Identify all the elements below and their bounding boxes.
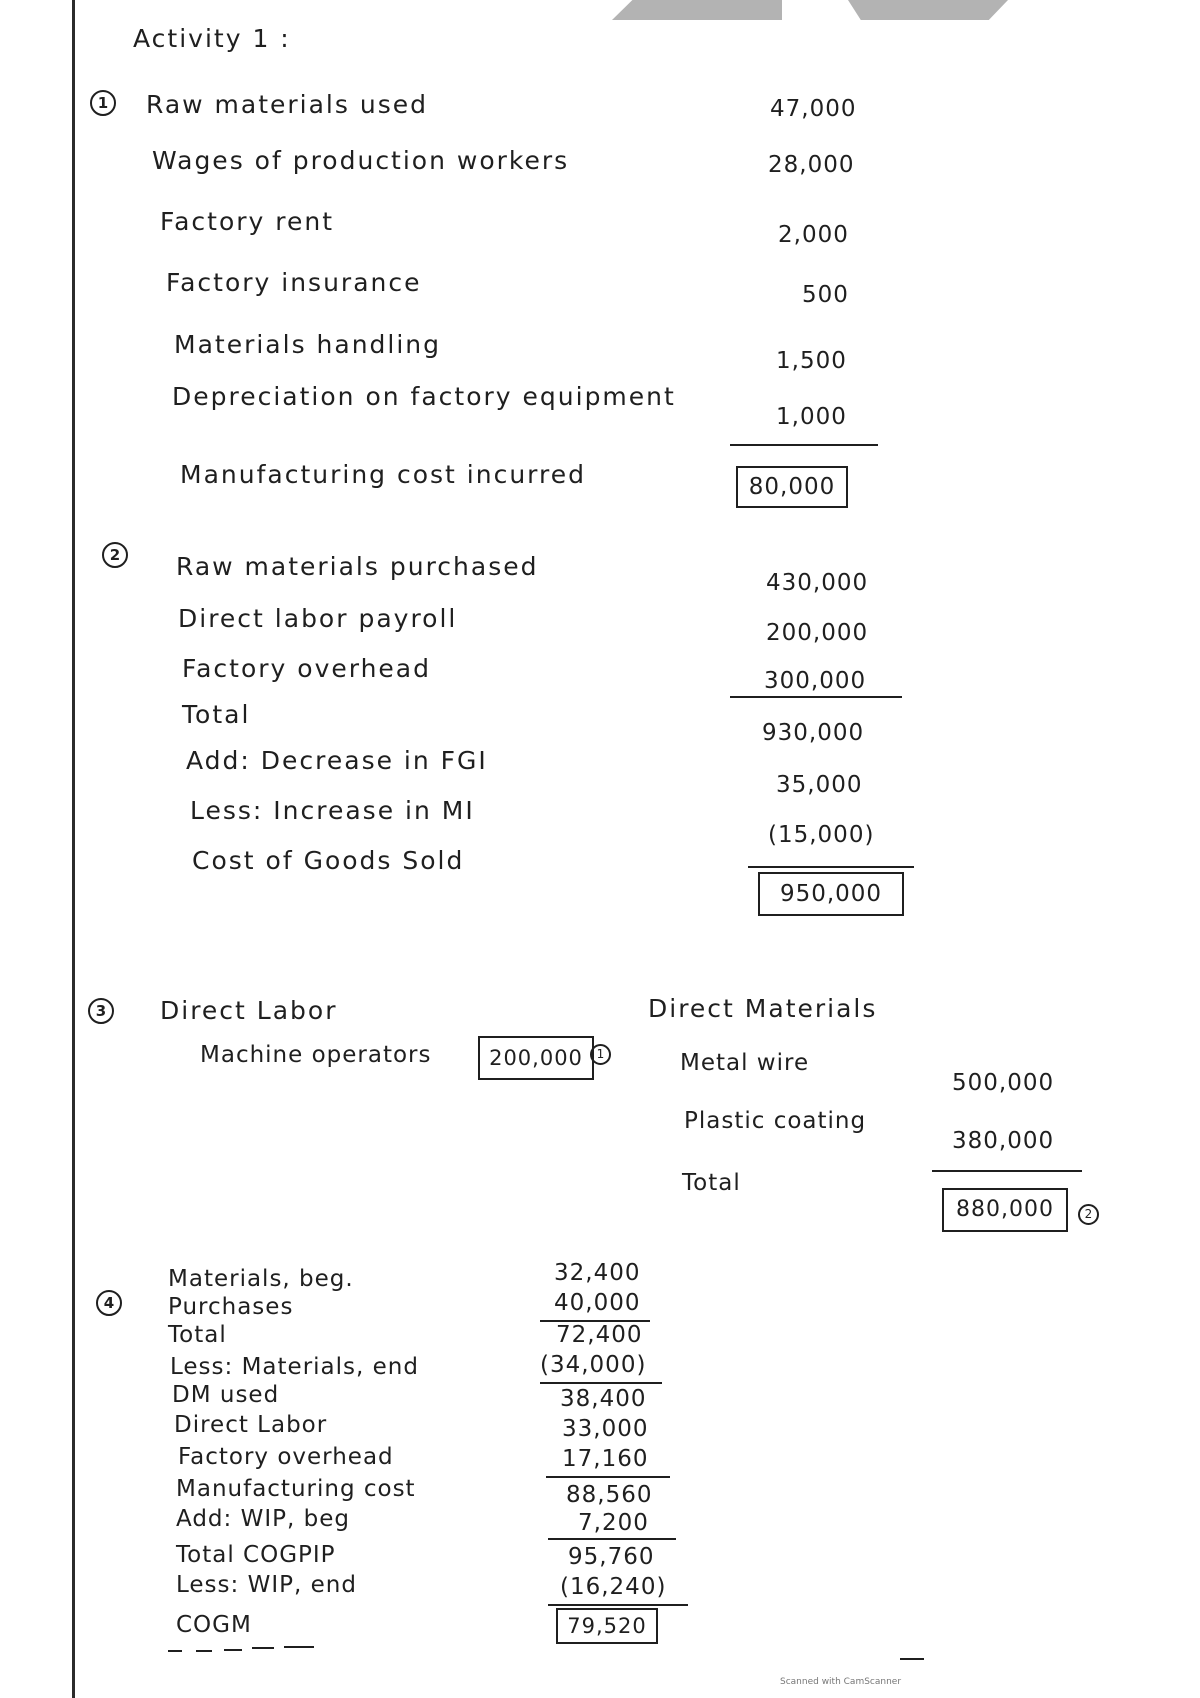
- scanner-watermark: Scanned with CamScanner: [780, 1677, 902, 1687]
- scribble-dash: [900, 1658, 924, 1660]
- scribble-dash: [284, 1646, 314, 1648]
- item-2-value: 300,000: [764, 668, 867, 694]
- materials-label: Metal wire: [680, 1050, 810, 1076]
- item-1-value: 47,000: [770, 96, 857, 122]
- item-1-total-box: 80,000: [736, 466, 848, 508]
- materials-total-box: 880,000: [942, 1188, 1068, 1232]
- item-4-value: 72,400: [556, 1322, 643, 1348]
- item-4-value: 7,200: [578, 1510, 649, 1536]
- materials-value: 500,000: [952, 1070, 1055, 1096]
- item-4-total-box: 79,520: [556, 1608, 658, 1644]
- sum-line: [730, 444, 878, 446]
- materials-value: 380,000: [952, 1128, 1055, 1154]
- labor-item-label: Machine operators: [200, 1042, 432, 1068]
- direct-materials-heading: Direct Materials: [648, 994, 878, 1023]
- direct-labor-heading: Direct Labor: [160, 996, 338, 1025]
- item-4-value: 33,000: [562, 1416, 649, 1442]
- item-1-value: 2,000: [778, 222, 849, 248]
- scribble-dash: [252, 1647, 274, 1649]
- margin-line: [72, 0, 75, 1698]
- item-4-label: Direct Labor: [174, 1412, 328, 1438]
- item-1-value: 28,000: [768, 152, 855, 178]
- item-4-value: 17,160: [562, 1446, 649, 1472]
- materials-note-marker: 2: [1078, 1204, 1099, 1225]
- item-1-value: 1,500: [776, 348, 847, 374]
- item-1-label: Factory rent: [160, 207, 335, 236]
- scan-artifact: [848, 0, 1008, 20]
- item-1-value: 500: [802, 282, 849, 308]
- item-2-label: Add: Decrease in FGI: [186, 746, 488, 775]
- item-4-total-label: COGM: [176, 1612, 252, 1638]
- item-4-value: 95,760: [568, 1544, 655, 1570]
- item-1-label: Raw materials used: [146, 90, 428, 119]
- sum-line: [932, 1170, 1082, 1172]
- item-1-label: Factory insurance: [166, 268, 422, 297]
- item-4-label: Factory overhead: [178, 1444, 394, 1470]
- item-2-value: 35,000: [776, 772, 863, 798]
- sum-line: [546, 1476, 670, 1478]
- page-heading: Activity 1 :: [133, 24, 291, 53]
- item-2-total-box: 950,000: [758, 872, 904, 916]
- sum-line: [548, 1604, 688, 1606]
- item-2-label: Factory overhead: [182, 654, 431, 683]
- item-2-value: 430,000: [766, 570, 869, 596]
- item-1-total-label: Manufacturing cost incurred: [180, 460, 586, 489]
- item-2-value: (15,000): [768, 822, 875, 848]
- item-1-marker: 1: [90, 90, 116, 116]
- item-4-label: Total: [168, 1322, 227, 1348]
- item-2-marker: 2: [102, 542, 128, 568]
- sum-line: [548, 1538, 676, 1540]
- item-2-label: Raw materials purchased: [176, 552, 539, 581]
- item-4-label: Manufacturing cost: [176, 1476, 416, 1502]
- scan-artifact: [612, 0, 782, 20]
- scribble-dash: [196, 1650, 212, 1652]
- item-4-value: 88,560: [566, 1482, 653, 1508]
- item-2-value: 930,000: [762, 720, 865, 746]
- item-3-marker: 3: [88, 998, 114, 1024]
- item-4-value: 40,000: [554, 1290, 641, 1316]
- labor-total-box: 200,000: [478, 1036, 594, 1080]
- sum-line: [748, 866, 914, 868]
- item-4-label: Materials, beg.: [168, 1266, 354, 1292]
- item-2-label: Total: [182, 700, 251, 729]
- materials-total-label: Total: [682, 1170, 741, 1196]
- item-1-label: Materials handling: [174, 330, 442, 359]
- sum-line: [730, 696, 902, 698]
- item-4-label: DM used: [172, 1382, 280, 1408]
- item-4-marker: 4: [96, 1290, 122, 1316]
- item-2-label: Less: Increase in MI: [190, 796, 475, 825]
- item-4-label: Less: Materials, end: [170, 1354, 419, 1380]
- item-4-value: 38,400: [560, 1386, 647, 1412]
- item-1-value: 1,000: [776, 404, 847, 430]
- item-4-label: Add: WIP, beg: [176, 1506, 350, 1532]
- labor-note-marker: 1: [590, 1044, 611, 1065]
- item-4-label: Purchases: [168, 1294, 294, 1320]
- item-2-label: Direct labor payroll: [178, 604, 458, 633]
- item-4-value: (16,240): [560, 1574, 667, 1600]
- materials-label: Plastic coating: [684, 1108, 867, 1134]
- scribble-dash: [168, 1650, 182, 1652]
- item-2-total-label: Cost of Goods Sold: [192, 846, 465, 875]
- item-1-label: Wages of production workers: [152, 146, 570, 175]
- item-4-value: (34,000): [540, 1352, 647, 1378]
- item-4-label: Total COGPIP: [176, 1542, 336, 1568]
- item-4-value: 32,400: [554, 1260, 641, 1286]
- item-4-label: Less: WIP, end: [176, 1572, 357, 1598]
- scribble-dash: [224, 1649, 242, 1651]
- sum-line: [540, 1382, 662, 1384]
- item-1-label: Depreciation on factory equipment: [172, 382, 676, 411]
- item-2-value: 200,000: [766, 620, 869, 646]
